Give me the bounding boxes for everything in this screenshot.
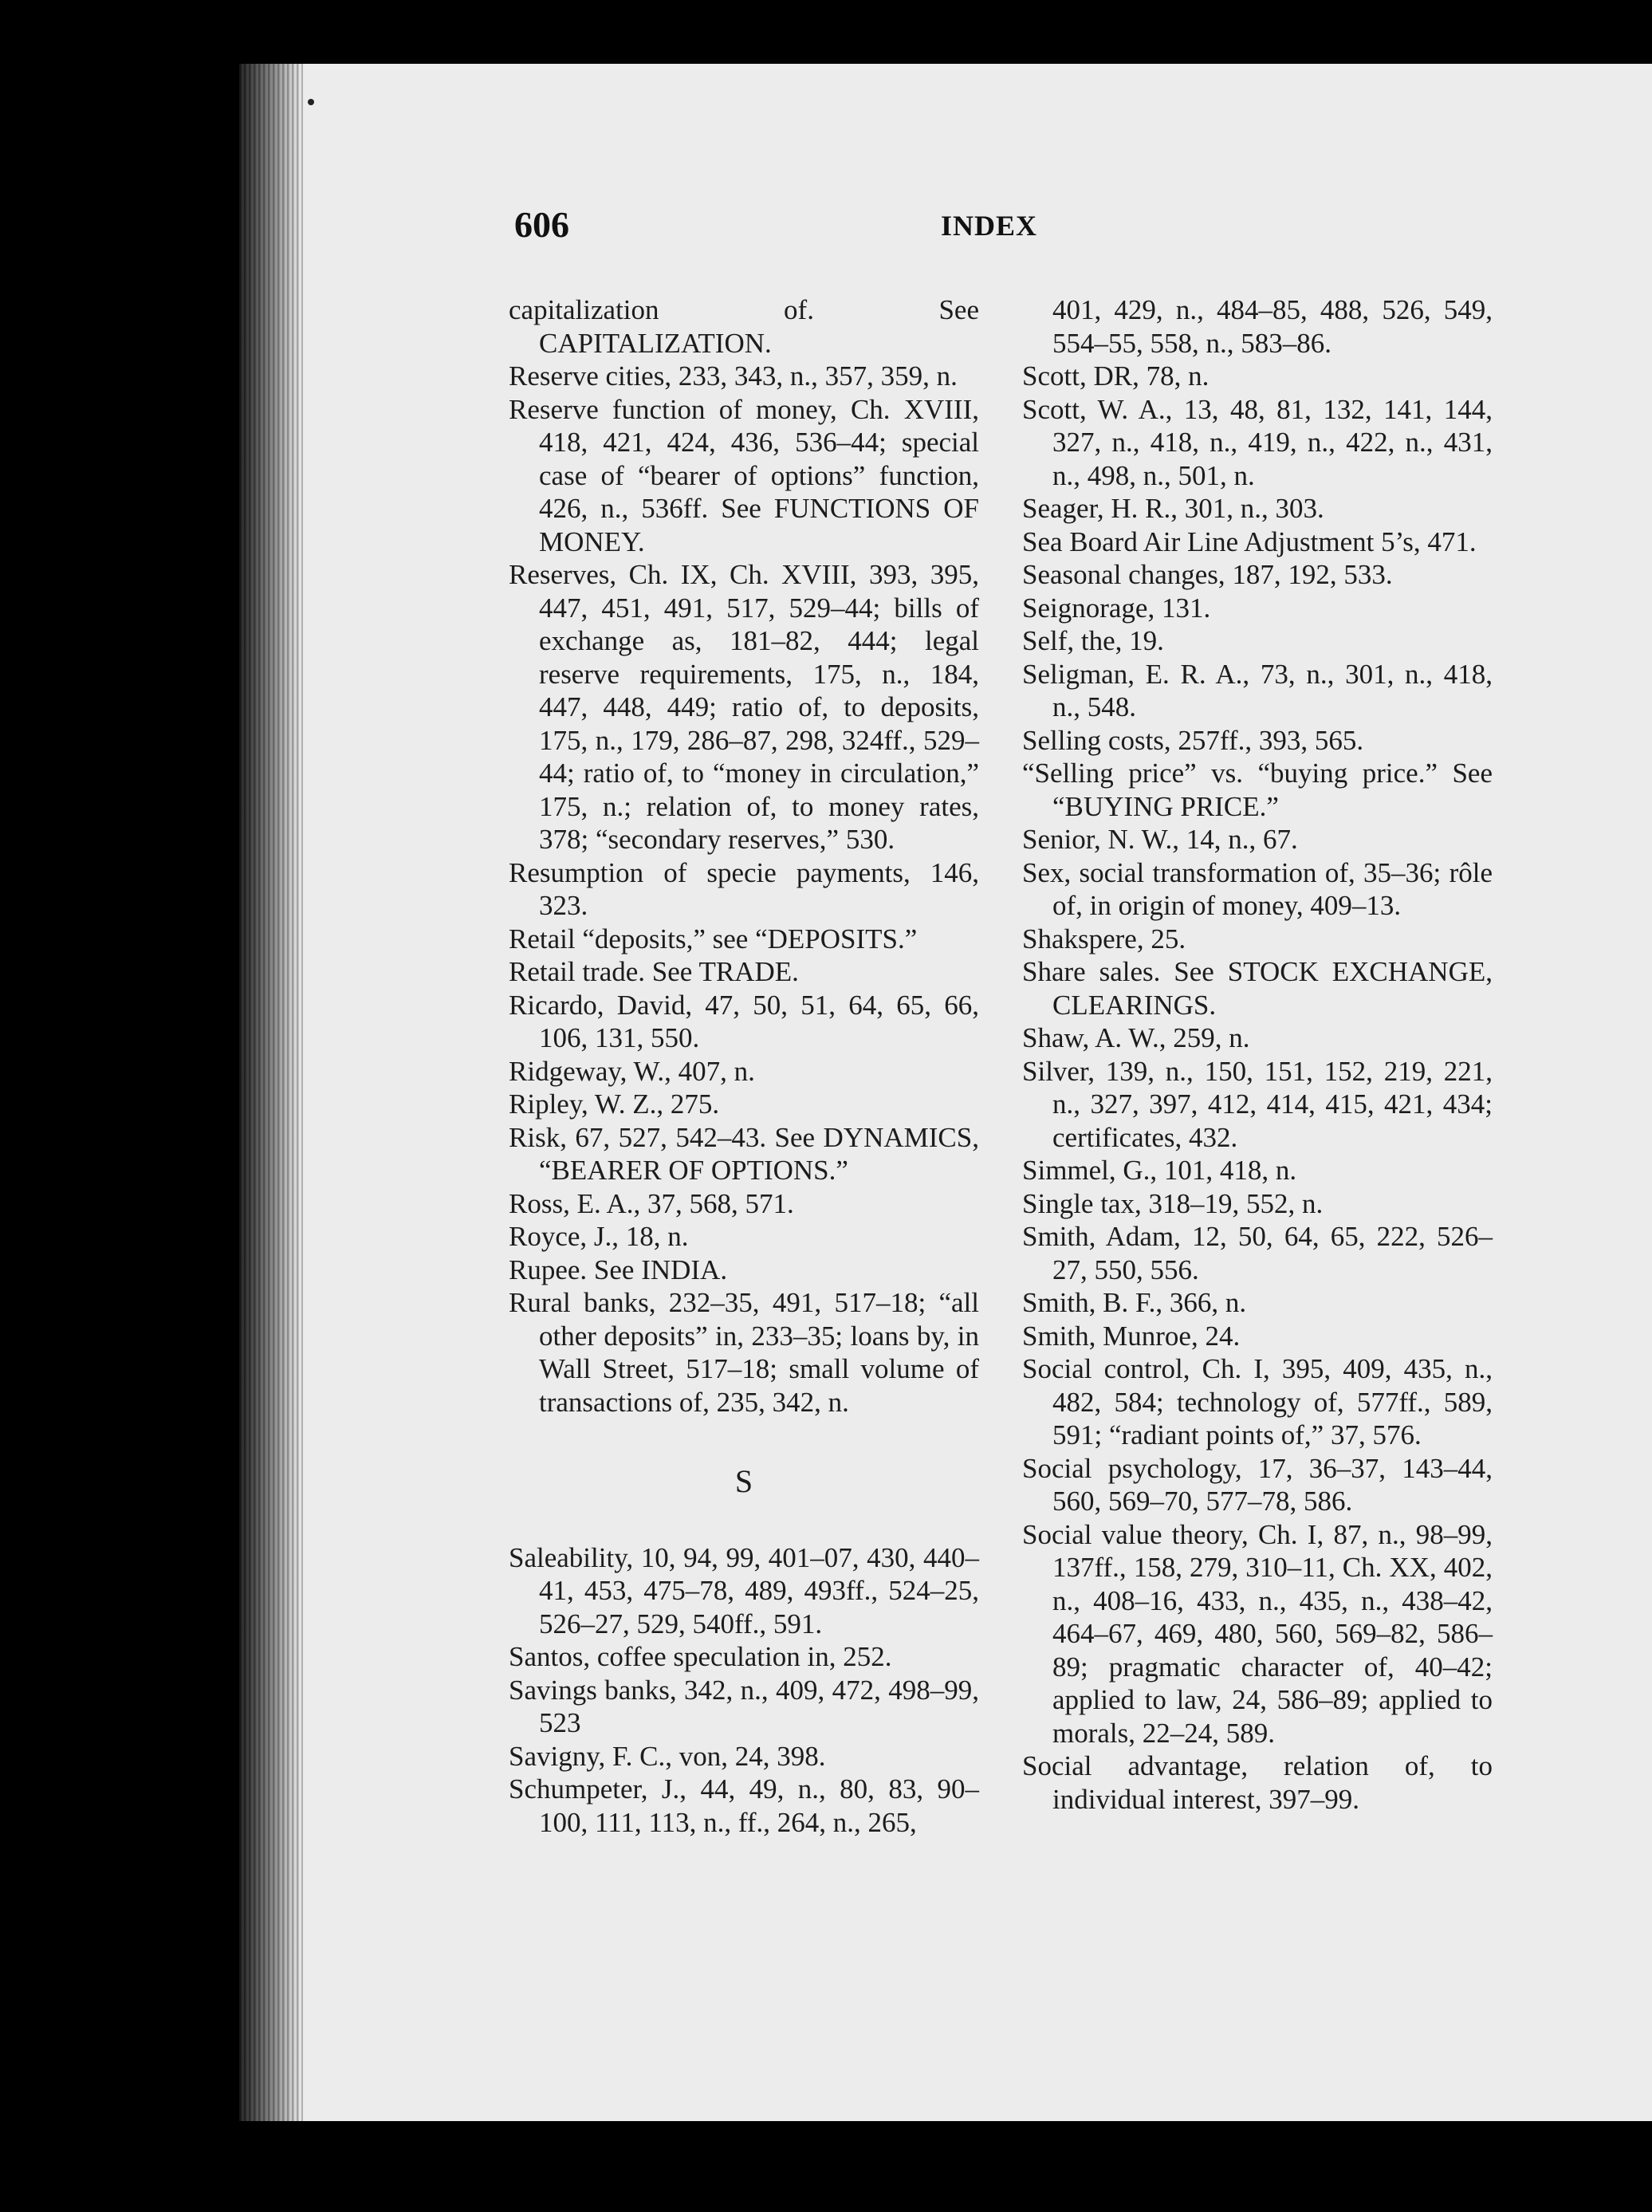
index-entry: Smith, Munroe, 24. [1022,1320,1241,1352]
index-entry: Reserves, Ch. IX, Ch. XVIII, 393, 395, 447, 451, 491, 517, 529–44; bills of exchange as, 181–82, 444; legal reserve requirements, 175, n., 184, 447, 448, 449; ratio of, to deposits, 175, n., 179, 286–87, 298, 324ff., 529–44; ratio of, to “money in circulation,” 175, n.; relation of, to money rates, 378; “secondary reserves,” 530. [509,559,979,855]
index-entry: Santos, coffee speculation in, 252. [509,1641,892,1672]
index-entry: Sea Board Air Line Adjustment 5’s, 471. [1022,525,1477,557]
index-entry: Ricardo, David, 47, 50, 51, 64, 65, 66, 106, 131, 550. [509,989,979,1053]
index-entry: Rural banks, 232–35, 491, 517–18; “all other deposits” in, 233–35; loans by, in Wall Street, 517–18; small volume of transactions of, 235, 342, n. [509,1287,979,1418]
index-entry: Self, the, 19. [1022,625,1164,656]
index-entry: Seager, H. R., 301, n., 303. [1022,493,1324,524]
index-entry: Reserve function of money, Ch. XVIII, 418, 421, 424, 436, 536–44; special case of “bearer of options” function, 426, n., 536ff. See FUNCTIONS OF MONEY. [509,393,979,557]
page-number: 606 [514,204,569,245]
index-entry-continuation: 401, 429, n., 484–85, 488, 526, 549, 554–55, 558, n., 583–86. [1052,294,1493,359]
index-entry: “Selling price” vs. “buying price.” See “BUYING PRICE.” [1022,758,1493,822]
index-entry: Social control, Ch. I, 395, 409, 435, n., 482, 584; technology of, 577ff., 589, 591; “radiant points of,” 37, 576. [1022,1353,1493,1450]
index-entry: Rupee. See INDIA. [509,1254,728,1285]
index-entry: Senior, N. W., 14, n., 67. [1022,824,1298,855]
index-entry: Reserve cities, 233, 343, n., 357, 359, n. [509,360,958,392]
index-entry: Simmel, G., 101, 418, n. [1022,1155,1297,1186]
index-entry: Savings banks, 342, n., 409, 472, 498–99, 523 [509,1674,979,1738]
index-entry: Seignorage, 131. [1022,592,1211,624]
index-entry: Sex, social transformation of, 35–36; rôle of, in origin of money, 409–13. [1022,856,1493,921]
index-entry: Ripley, W. Z., 275. [509,1088,720,1120]
section-letter: S [734,1463,753,1499]
index-entry: Retail trade. See TRADE. [509,956,799,987]
index-entry: Shaw, A. W., 259, n. [1022,1022,1250,1053]
index-entry: Saleability, 10, 94, 99, 401–07, 430, 440–41, 453, 475–78, 489, 493ff., 524–25, 526–27, 529, 540ff., 591. [509,1541,979,1639]
index-column-left [509,293,979,1839]
page-heading: INDEX [941,210,1038,242]
page-edges [239,64,303,2121]
index-entry: Ridgeway, W., 407, n. [509,1055,755,1087]
index-entry: Ross, E. A., 37, 568, 571. [509,1187,794,1219]
index-entry: Social advantage, relation of, to individual interest, 397–99. [1022,1750,1493,1815]
index-entry: Single tax, 318–19, 552, n. [1022,1187,1324,1219]
index-entry: Savigny, F. C., von, 24, 398. [509,1740,826,1772]
index-entry: Schumpeter, J., 44, 49, n., 80, 83, 90–100, 111, 113, n., ff., 264, n., 265, [509,1773,979,1838]
index-entry: Retail “deposits,” see “DEPOSITS.” [509,923,918,954]
index-column-right [1022,293,1493,1816]
index-entry: Royce, J., 18, n. [509,1221,689,1252]
index-entry: Seasonal changes, 187, 192, 533. [1022,559,1393,590]
index-entry: Resumption of specie payments, 146, 323. [509,856,979,921]
index-entry: Share sales. See STOCK EXCHANGE, CLEARINGS. [1022,956,1493,1021]
index-entry: Smith, B. F., 366, n. [1022,1287,1247,1318]
index-entry: Scott, DR, 78, n. [1022,360,1210,392]
index-entry: Social psychology, 17, 36–37, 143–44, 560, 569–70, 577–78, 586. [1022,1452,1493,1517]
index-entry: Social value theory, Ch. I, 87, n., 98–99, 137ff., 158, 279, 310–11, Ch. XX, 402, n., 408–16, 433, n., 435, n., 438–42, 464–67, 469, 480, 560, 569–82, 586–89; pragmatic character of, 40–42; applied to law, 24, 586–89; applied to morals, 22–24, 589. [1022,1518,1493,1749]
index-entry: capitalization of. See CAPITALIZATION. [509,294,979,359]
index-entry: Seligman, E. R. A., 73, n., 301, n., 418, n., 548. [1022,658,1493,722]
print-mark [308,99,314,105]
index-entry: Selling costs, 257ff., 393, 565. [1022,724,1364,756]
index-entry: Risk, 67, 527, 542–43. See DYNAMICS, “BEARER OF OPTIONS.” [509,1121,979,1186]
index-entry: Smith, Adam, 12, 50, 64, 65, 222, 526–27, 550, 556. [1022,1221,1493,1285]
index-entry: Scott, W. A., 13, 48, 81, 132, 141, 144, 327, n., 418, n., 419, n., 422, n., 431, n., 498, n., 501, n. [1022,393,1493,491]
index-entry: Shakspere, 25. [1022,923,1186,954]
index-entry: Silver, 139, n., 150, 151, 152, 219, 221, n., 327, 397, 412, 414, 415, 421, 434; certificates, 432. [1022,1055,1493,1153]
